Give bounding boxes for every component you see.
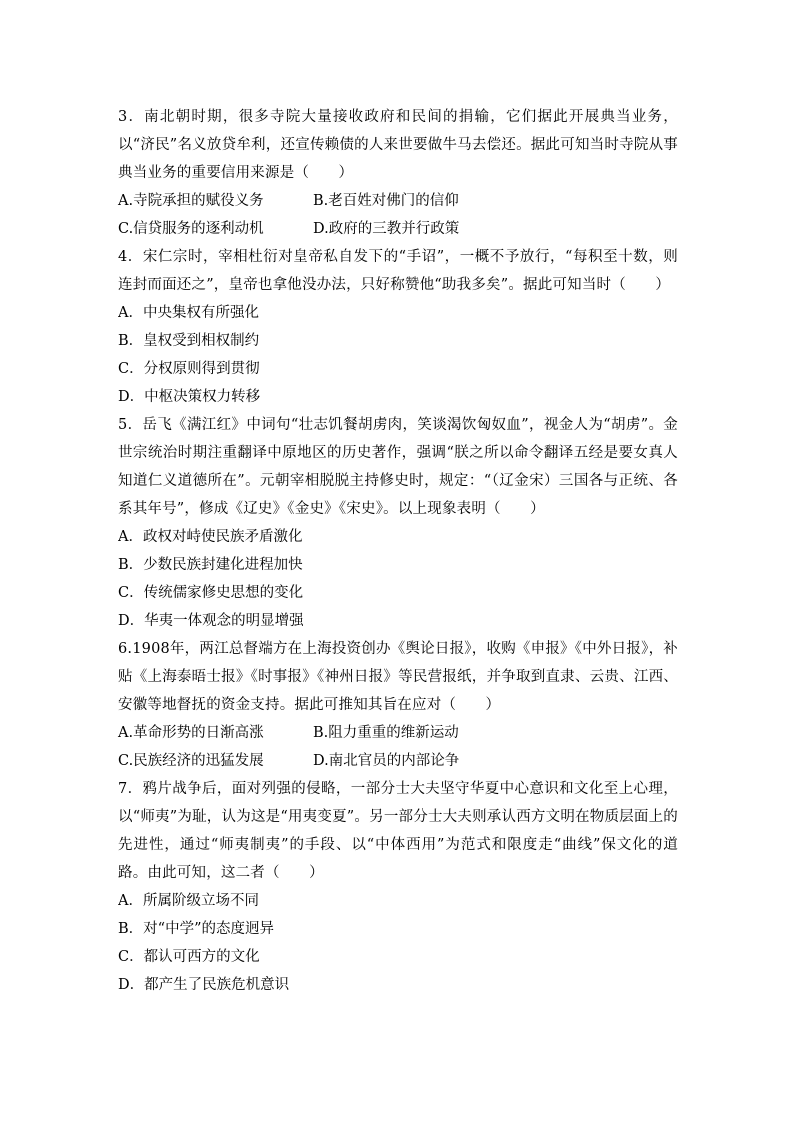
option-a: A.革命形势的日渐高涨: [118, 725, 264, 741]
option-row: [118, 719, 678, 747]
question-7: [118, 775, 678, 999]
option-b: B．皇权受到相权制约: [118, 333, 260, 349]
option-b: B.老百姓对佛门的信仰: [313, 193, 459, 209]
question-stem: 6.1908年，两江总督端方在上海投资创办《舆论日报》，收购《申报》《中外日报》，补贴《上海泰晤士报》《时事报》《神州日报》等民营报纸，并争取到直隶、云贵、江西、安徽等地督抚的资金支持。据此可推知其旨在应对（ ）: [118, 641, 678, 713]
option-c: C．分权原则得到贯彻: [118, 361, 260, 377]
question-stem: 5．岳飞《满江红》中词句“壮志饥餐胡虏肉，笑谈渴饮匈奴血”，视金人为“胡虏”。金世宗统治时期注重翻译中原地区的历史著作，强调“朕之所以命令翻译五经是要女真人知道仁义道德所在”。元朝宰相脱脱主持修史时，规定：“（辽金宋）三国各与正统、各系其年号”，修成《辽史》《金史》《宋史》。以上现象表明（ ）: [118, 417, 678, 517]
option-d: D．都产生了民族危机意识: [118, 977, 290, 993]
question-stem: 3．南北朝时期，很多寺院大量接收政府和民间的捐输，它们据此开展典当业务，以“济民”名义放贷牟利，还宣传赖债的人来世要做牛马去偿还。据此可知当时寺院从事典当业务的重要信用来源是（ ）: [118, 109, 678, 181]
option-b: B．对“中学”的态度迥异: [118, 921, 274, 937]
option-b: B．少数民族封建化进程加快: [118, 557, 303, 573]
option-c: C．传统儒家修史思想的变化: [118, 585, 304, 601]
option-c: C.信贷服务的逐利动机: [118, 221, 264, 237]
exam-page: [118, 103, 678, 999]
option-a: A．政权对峙使民族矛盾激化: [118, 529, 303, 545]
question-3: [118, 103, 678, 243]
question-4: [118, 243, 678, 411]
option-a: A．所属阶级立场不同: [118, 893, 259, 909]
option-c: C．都认可西方的文化: [118, 949, 260, 965]
option-row: [118, 747, 678, 775]
option-d: D．中枢决策权力转移: [118, 389, 261, 405]
question-stem: 7．鸦片战争后，面对列强的侵略，一部分士大夫坚守华夏中心意识和文化至上心理，以“师夷”为耻，认为这是“用夷变夏”。另一部分士大夫则承认西方文明在物质层面上的先进性，通过“师夷制夷”的手段、以“中体西用”为范式和限度走“曲线”保文化的道路。由此可知，这二者（ ）: [118, 781, 678, 881]
question-6: [118, 635, 678, 775]
option-row: [118, 187, 678, 215]
option-a: A.寺院承担的赋役义务: [118, 193, 264, 209]
option-d: D.政府的三教并行政策: [313, 221, 460, 237]
option-row: [118, 215, 678, 243]
option-d: D．华夷一体观念的明显增强: [118, 613, 304, 629]
question-stem: 4．宋仁宗时，宰相杜衍对皇帝私自发下的“手诏”，一概不予放行，“每积至十数，则连封而面还之”，皇帝也拿他没办法，只好称赞他“助我多矣”。据此可知当时（ ）: [118, 249, 678, 293]
option-b: B.阻力重重的维新运动: [313, 725, 459, 741]
option-c: C.民族经济的迅猛发展: [118, 753, 264, 769]
option-d: D.南北官员的内部论争: [313, 753, 460, 769]
question-5: [118, 411, 678, 635]
option-a: A．中央集权有所强化: [118, 305, 259, 321]
